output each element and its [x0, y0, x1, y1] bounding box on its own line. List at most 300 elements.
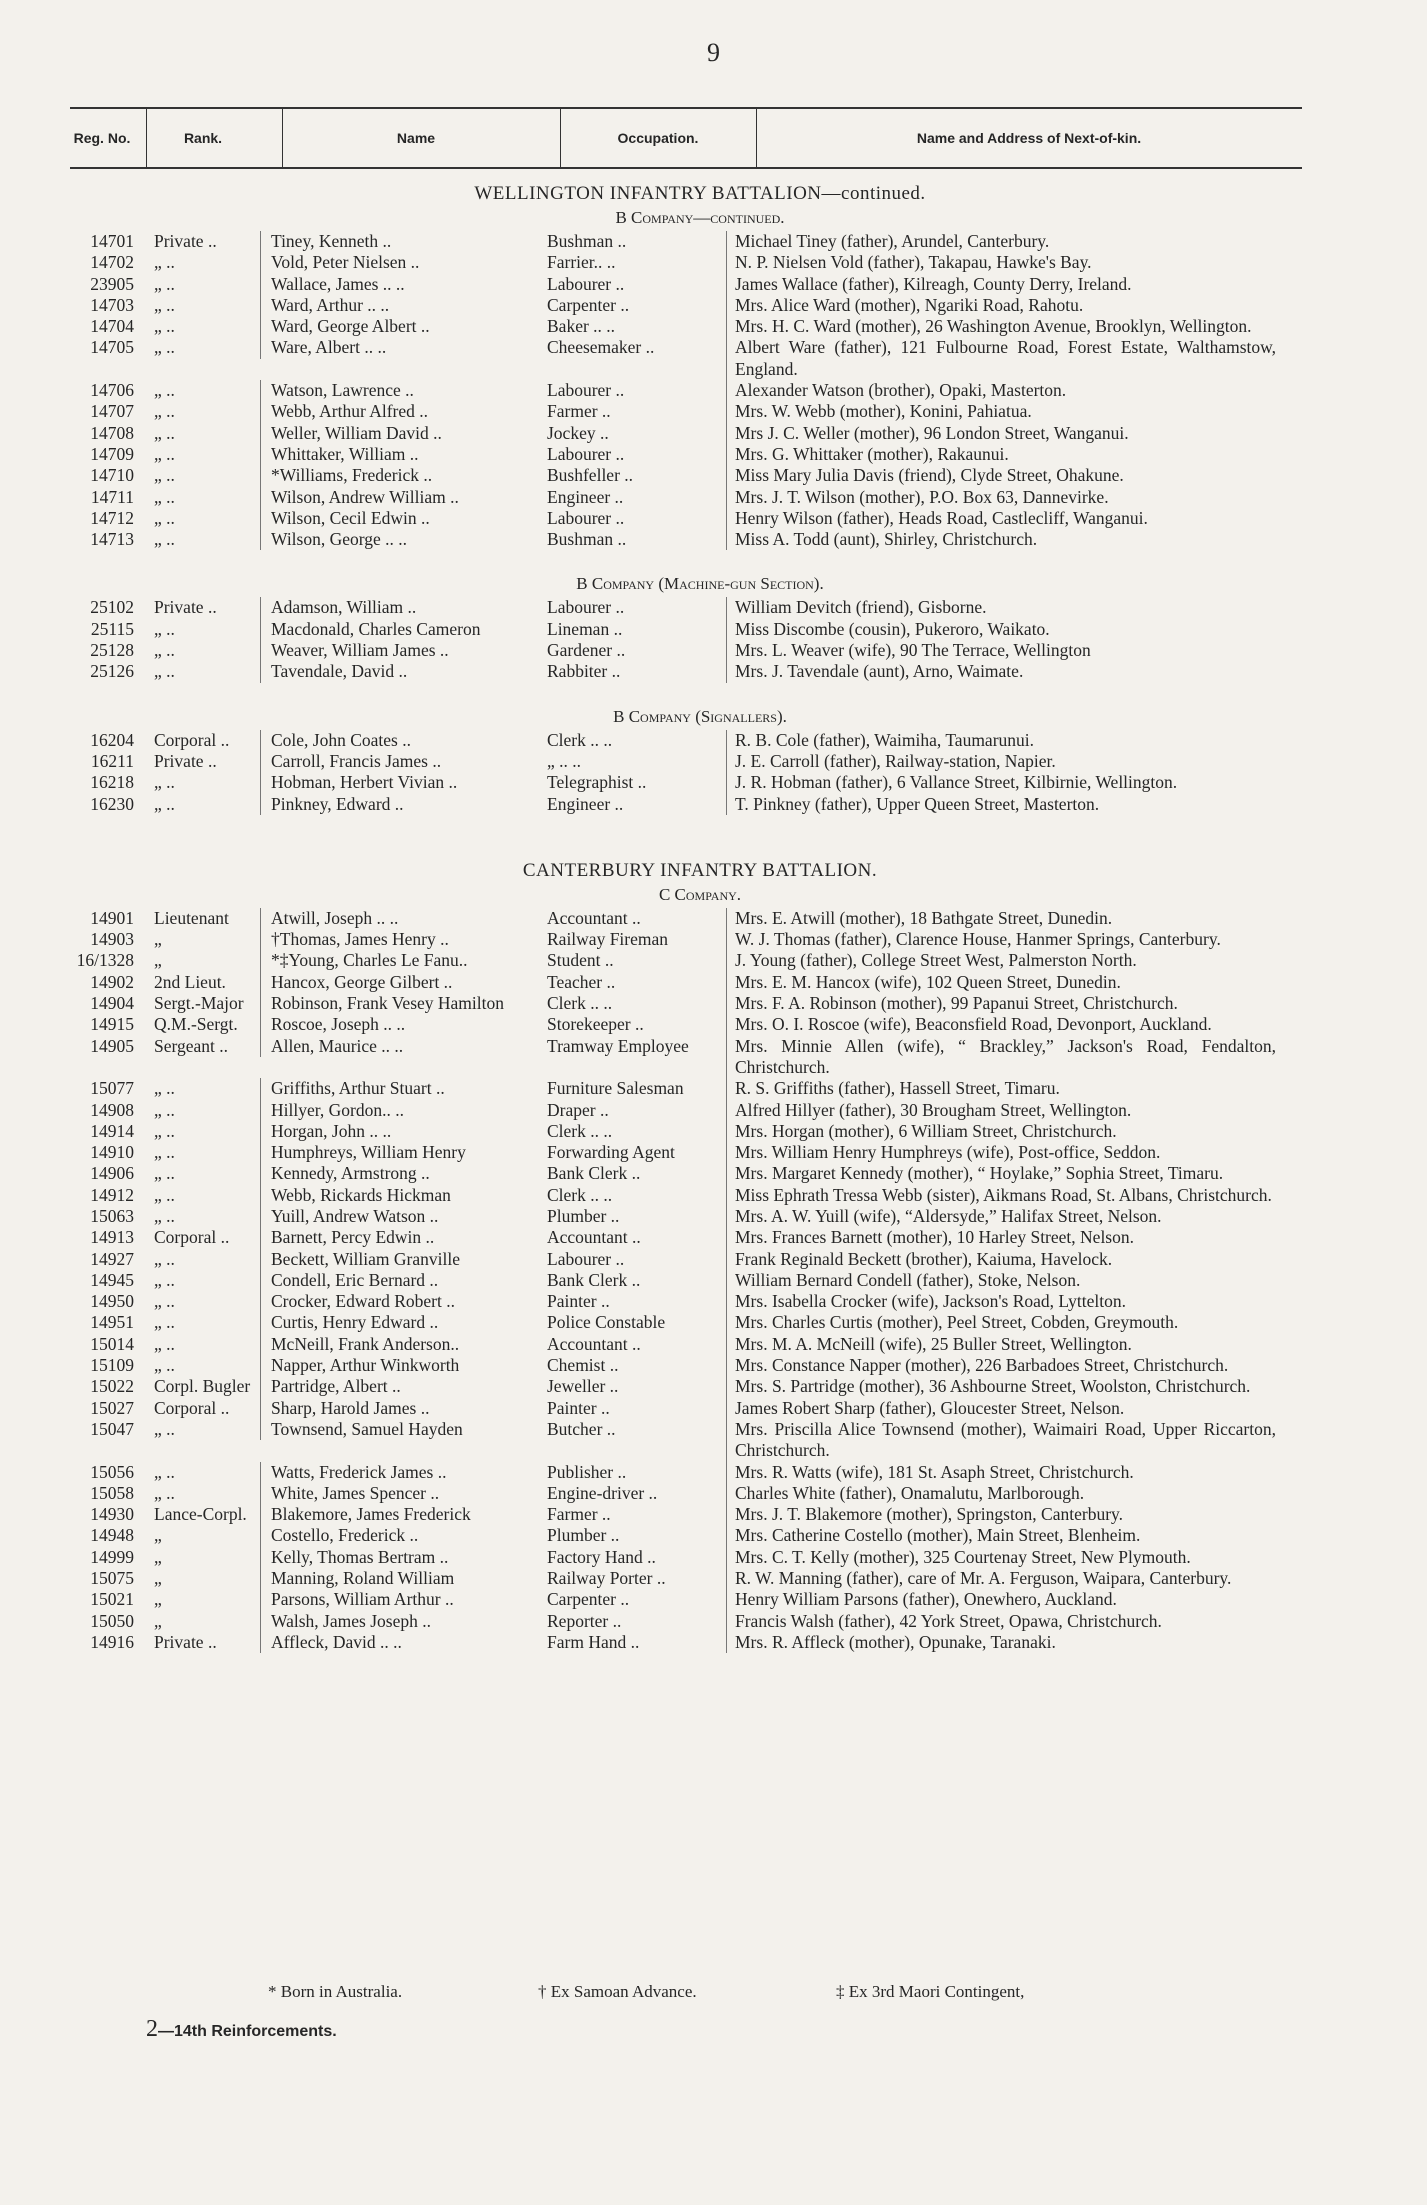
- cell-occupation: Lineman ..: [547, 618, 623, 639]
- table-row: [70, 444, 1330, 465]
- cell-next-of-kin: Miss Mary Julia Davis (friend), Clyde Street, Ohakune.: [726, 465, 1296, 486]
- cell-reg-no: 15058: [90, 1482, 134, 1503]
- cell-name: Webb, Rickards Hickman: [260, 1185, 531, 1206]
- cell-rank: Lance-Corpl.: [154, 1504, 247, 1525]
- cell-name: Adamson, William ..: [260, 597, 531, 618]
- table-row: [70, 1632, 1330, 1653]
- cell-next-of-kin: Mrs. J. T. Wilson (mother), P.O. Box 63, Dannevirke.: [726, 487, 1296, 508]
- cell-reg-no: 15014: [90, 1333, 134, 1354]
- cell-next-of-kin: Mrs. H. C. Ward (mother), 26 Washington Avenue, Brooklyn, Wellington.: [726, 316, 1296, 337]
- cell-name: White, James Spencer ..: [260, 1483, 531, 1504]
- cell-name: Ware, Albert .. ..: [260, 337, 531, 358]
- cell-reg-no: 23905: [90, 273, 134, 294]
- cell-occupation: Publisher ..: [547, 1461, 627, 1482]
- cell-rank: „ ..: [154, 337, 175, 358]
- cell-name: †Thomas, James Henry ..: [260, 929, 531, 950]
- cell-reg-no: 14713: [90, 529, 134, 550]
- cell-occupation: Reporter ..: [547, 1610, 622, 1631]
- cell-occupation: Farmer ..: [547, 1504, 611, 1525]
- cell-occupation: Accountant ..: [547, 1227, 641, 1248]
- cell-name: Atwill, Joseph .. ..: [260, 908, 531, 929]
- cell-name: Wallace, James .. ..: [260, 274, 531, 295]
- cell-reg-no: 14707: [90, 401, 134, 422]
- cell-name: Sharp, Harold James ..: [260, 1398, 531, 1419]
- reinforcements-label: —14th Reinforcements.: [158, 2023, 337, 2040]
- cell-rank: „ ..: [154, 1291, 175, 1312]
- header-name: Name: [396, 130, 436, 146]
- cell-rank: „: [154, 1546, 162, 1567]
- cell-name: Hancox, George Gilbert ..: [260, 972, 531, 993]
- cell-occupation: Draper ..: [547, 1099, 609, 1120]
- b-company-mg-label: B Company (Machine-gun Section).: [576, 574, 824, 594]
- cell-next-of-kin: Miss Ephrath Tressa Webb (sister), Aikmans Road, St. Albans, Christchurch.: [726, 1185, 1296, 1206]
- cell-rank: Private ..: [154, 1631, 217, 1652]
- cell-next-of-kin: R. W. Manning (father), care of Mr. A. Ferguson, Waipara, Canterbury.: [726, 1568, 1296, 1589]
- cell-reg-no: 25102: [90, 597, 134, 618]
- cell-occupation: Clerk .. ..: [547, 1120, 613, 1141]
- cell-reg-no: 14711: [90, 486, 134, 507]
- cell-occupation: Plumber ..: [547, 1525, 620, 1546]
- table-row: [70, 529, 1330, 550]
- cell-next-of-kin: Mrs. E. Atwill (mother), 18 Bathgate Street, Dunedin.: [726, 908, 1296, 929]
- cell-occupation: Teacher ..: [547, 971, 616, 992]
- cell-next-of-kin: Miss A. Todd (aunt), Shirley, Christchurch.: [726, 529, 1296, 550]
- cell-rank: Private ..: [154, 750, 217, 771]
- cell-rank: „: [154, 1610, 162, 1631]
- b-company-mg-rows: [70, 597, 1330, 682]
- cell-name: Robinson, Frank Vesey Hamilton: [260, 993, 531, 1014]
- cell-reg-no: 14712: [90, 507, 134, 528]
- cell-occupation: Carpenter ..: [547, 294, 630, 315]
- cell-next-of-kin: Mrs. Priscilla Alice Townsend (mother), Waimairi Road, Upper Riccarton, Christchurch.: [726, 1419, 1296, 1462]
- cell-rank: „ ..: [154, 529, 175, 550]
- table-row: [70, 1483, 1330, 1504]
- cell-name: McNeill, Frank Anderson..: [260, 1334, 531, 1355]
- cell-name: Condell, Eric Bernard ..: [260, 1270, 531, 1291]
- cell-name: Affleck, David .. ..: [260, 1632, 531, 1653]
- cell-rank: Corporal ..: [154, 1397, 230, 1418]
- table-row: [70, 993, 1330, 1014]
- b-company-heading: [70, 207, 1330, 229]
- cell-next-of-kin: Frank Reginald Beckett (brother), Kaiuma, Havelock.: [726, 1249, 1296, 1270]
- cell-reg-no: 14901: [90, 907, 134, 928]
- cell-reg-no: 15077: [90, 1078, 134, 1099]
- cell-reg-no: 14999: [90, 1546, 134, 1567]
- cell-reg-no: 15047: [90, 1418, 134, 1439]
- cell-occupation: Labourer ..: [547, 380, 625, 401]
- cell-reg-no: 14908: [90, 1099, 134, 1120]
- cell-occupation: Labourer ..: [547, 1248, 625, 1269]
- cell-name: Carroll, Francis James ..: [260, 751, 531, 772]
- cell-next-of-kin: R. S. Griffiths (father), Hassell Street, Timaru.: [726, 1078, 1296, 1099]
- table-row: [70, 1206, 1330, 1227]
- table-row: [70, 1525, 1330, 1546]
- table-row: [70, 1462, 1330, 1483]
- cell-occupation: Plumber ..: [547, 1205, 620, 1226]
- cell-name: Roscoe, Joseph .. ..: [260, 1014, 531, 1035]
- cell-next-of-kin: Mrs. O. I. Roscoe (wife), Beaconsfield Road, Devonport, Auckland.: [726, 1014, 1296, 1035]
- cell-reg-no: 16218: [90, 772, 134, 793]
- cell-next-of-kin: Mrs. Isabella Crocker (wife), Jackson's Road, Lyttelton.: [726, 1291, 1296, 1312]
- cell-next-of-kin: Mrs. F. A. Robinson (mother), 99 Papanui Street, Christchurch.: [726, 993, 1296, 1014]
- table-row: [70, 487, 1330, 508]
- cell-next-of-kin: Mrs. Catherine Costello (mother), Main Street, Blenheim.: [726, 1525, 1296, 1546]
- table-row: [70, 1355, 1330, 1376]
- cell-next-of-kin: Charles White (father), Onamalutu, Marlborough.: [726, 1483, 1296, 1504]
- cell-next-of-kin: N. P. Nielsen Vold (father), Takapau, Hawke's Bay.: [726, 252, 1296, 273]
- c-company-heading: [70, 884, 1330, 906]
- cell-name: Manning, Roland William: [260, 1568, 531, 1589]
- cell-rank: „ ..: [154, 1120, 175, 1141]
- table-row: [70, 1419, 1330, 1462]
- table-row: [70, 1142, 1330, 1163]
- cell-next-of-kin: Mrs. William Henry Humphreys (wife), Post-office, Seddon.: [726, 1142, 1296, 1163]
- cell-reg-no: 14912: [90, 1184, 134, 1205]
- header-occupation: Occupation.: [617, 130, 699, 146]
- cell-rank: Private ..: [154, 231, 217, 251]
- cell-occupation: Labourer ..: [547, 597, 625, 618]
- cell-occupation: „ .. ..: [547, 750, 582, 771]
- cell-occupation: Clerk .. ..: [547, 1184, 613, 1205]
- cell-reg-no: 14915: [90, 1014, 134, 1035]
- cell-reg-no: 14916: [90, 1631, 134, 1652]
- cell-occupation: Rabbiter ..: [547, 661, 621, 682]
- cell-occupation: Gardener ..: [547, 640, 626, 661]
- cell-name: Crocker, Edward Robert ..: [260, 1291, 531, 1312]
- cell-next-of-kin: J. E. Carroll (father), Railway-station, Napier.: [726, 751, 1296, 772]
- cell-rank: „ ..: [154, 316, 175, 337]
- cell-name: Tiney, Kenneth ..: [260, 231, 531, 252]
- cell-rank: „ ..: [154, 1418, 175, 1439]
- cell-occupation: Farrier.. ..: [547, 252, 616, 273]
- table-row: [70, 274, 1330, 295]
- roll-content: [70, 172, 1330, 1653]
- cell-rank: Lieutenant: [154, 907, 229, 928]
- table-row: [70, 423, 1330, 444]
- cell-occupation: Furniture Salesman: [547, 1078, 684, 1099]
- cell-rank: „ ..: [154, 1078, 175, 1099]
- footnote-ex-maori: ‡ Ex 3rd Maori Contingent,: [836, 1982, 1025, 2001]
- table-row: [70, 401, 1330, 422]
- cell-reg-no: 14914: [90, 1120, 134, 1141]
- cell-next-of-kin: R. B. Cole (father), Waimiha, Taumarunui.: [726, 730, 1296, 751]
- cell-name: Watson, Lawrence ..: [260, 380, 531, 401]
- reinforcements-footer: [146, 2016, 337, 2043]
- cell-rank: „ ..: [154, 1163, 175, 1184]
- cell-occupation: Labourer ..: [547, 507, 625, 528]
- table-row: [70, 972, 1330, 993]
- table-row: [70, 1036, 1330, 1079]
- table-row: [70, 1312, 1330, 1333]
- cell-occupation: Chemist ..: [547, 1355, 619, 1376]
- footnote-ex-samoan: † Ex Samoan Advance.: [538, 1982, 697, 2001]
- table-row: [70, 1291, 1330, 1312]
- cell-rank: „ ..: [154, 507, 175, 528]
- table-row: [70, 316, 1330, 337]
- cell-name: Beckett, William Granville: [260, 1249, 531, 1270]
- cell-name: Ward, George Albert ..: [260, 316, 531, 337]
- cell-rank: „ ..: [154, 380, 175, 401]
- cell-reg-no: 16204: [90, 729, 134, 750]
- table-row: [70, 1376, 1330, 1397]
- cell-occupation: Farmer ..: [547, 401, 611, 422]
- cell-name: Partridge, Albert ..: [260, 1376, 531, 1397]
- cell-occupation: Tramway Employee: [547, 1035, 689, 1056]
- cell-next-of-kin: Mrs. M. A. McNeill (wife), 25 Buller Street, Wellington.: [726, 1334, 1296, 1355]
- cell-reg-no: 14948: [90, 1525, 134, 1546]
- cell-reg-no: 14904: [90, 993, 134, 1014]
- cell-name: *‡Young, Charles Le Fanu..: [260, 950, 531, 971]
- cell-occupation: Bank Clerk ..: [547, 1269, 641, 1290]
- cell-rank: „: [154, 929, 162, 950]
- cell-reg-no: 15022: [90, 1376, 134, 1397]
- cell-occupation: Bushman ..: [547, 529, 627, 550]
- cell-next-of-kin: Mrs. L. Weaver (wife), 90 The Terrace, Wellington: [726, 640, 1296, 661]
- cell-rank: Sergt.-Major: [154, 993, 244, 1014]
- cell-rank: „ ..: [154, 640, 175, 661]
- cell-rank: „ ..: [154, 273, 175, 294]
- cell-occupation: Labourer ..: [547, 443, 625, 464]
- cell-reg-no: 14903: [90, 929, 134, 950]
- cell-reg-no: 25115: [90, 618, 134, 639]
- cell-next-of-kin: Mrs. J. Tavendale (aunt), Arno, Waimate.: [726, 661, 1296, 682]
- cell-occupation: Engineer ..: [547, 486, 624, 507]
- cell-rank: „ ..: [154, 1184, 175, 1205]
- cell-next-of-kin: Albert Ware (father), 121 Fulbourne Road, Forest Estate, Walthamstow, England.: [726, 337, 1296, 380]
- cell-rank: Corporal ..: [154, 1227, 230, 1248]
- cell-rank: „ ..: [154, 1205, 175, 1226]
- spacer: [70, 815, 1330, 849]
- cell-occupation: Painter ..: [547, 1291, 610, 1312]
- cell-name: Wilson, Cecil Edwin ..: [260, 508, 531, 529]
- table-row: [70, 1249, 1330, 1270]
- cell-name: Walsh, James Joseph ..: [260, 1611, 531, 1632]
- cell-occupation: Railway Porter ..: [547, 1568, 666, 1589]
- cell-rank: „ ..: [154, 793, 175, 814]
- cell-rank: „ ..: [154, 1312, 175, 1333]
- cell-name: Townsend, Samuel Hayden: [260, 1419, 531, 1440]
- cell-occupation: Railway Fireman: [547, 929, 669, 950]
- cell-name: Humphreys, William Henry: [260, 1142, 531, 1163]
- cell-occupation: Carpenter ..: [547, 1589, 630, 1610]
- cell-name: Webb, Arthur Alfred ..: [260, 401, 531, 422]
- cell-occupation: Engine-driver ..: [547, 1482, 658, 1503]
- cell-name: Barnett, Percy Edwin ..: [260, 1227, 531, 1248]
- cell-rank: Corporal ..: [154, 729, 230, 750]
- cell-name: Hobman, Herbert Vivian ..: [260, 772, 531, 793]
- wellington-battalion-heading: WELLINGTON INFANTRY BATTALION—continued.: [474, 183, 926, 204]
- table-row: [70, 1078, 1330, 1099]
- cell-next-of-kin: Mrs. J. T. Blakemore (mother), Springston, Canterbury.: [726, 1504, 1296, 1525]
- b-company-rows: [70, 231, 1330, 550]
- cell-name: Vold, Peter Nielsen ..: [260, 252, 531, 273]
- cell-occupation: Factory Hand ..: [547, 1546, 656, 1567]
- cell-occupation: Butcher ..: [547, 1418, 616, 1439]
- cell-occupation: Clerk .. ..: [547, 729, 613, 750]
- cell-reg-no: 14905: [90, 1035, 134, 1056]
- cell-reg-no: 14951: [90, 1312, 134, 1333]
- table-row: [70, 619, 1330, 640]
- b-company-label: B Company—continued.: [615, 208, 785, 227]
- cell-next-of-kin: Mrs. Margaret Kennedy (mother), “ Hoylake,” Sophia Street, Timaru.: [726, 1163, 1296, 1184]
- cell-occupation: Police Constable: [547, 1312, 666, 1333]
- cell-rank: „ ..: [154, 1248, 175, 1269]
- cell-name: Tavendale, David ..: [260, 661, 531, 682]
- table-row: [70, 1270, 1330, 1291]
- cell-occupation: Jockey ..: [547, 422, 609, 443]
- cell-occupation: Clerk .. ..: [547, 993, 613, 1014]
- table-row: [70, 640, 1330, 661]
- cell-name: Hillyer, Gordon.. ..: [260, 1100, 531, 1121]
- cell-name: Watts, Frederick James ..: [260, 1462, 531, 1483]
- cell-reg-no: 25128: [90, 640, 134, 661]
- table-row: [70, 950, 1330, 971]
- cell-name: Wilson, George .. ..: [260, 529, 531, 550]
- cell-name: Whittaker, William ..: [260, 444, 531, 465]
- cell-rank: „ ..: [154, 401, 175, 422]
- b-company-mg-heading: [70, 573, 1330, 595]
- cell-reg-no: 14708: [90, 422, 134, 443]
- cell-next-of-kin: W. J. Thomas (father), Clarence House, Hanmer Springs, Canterbury.: [726, 929, 1296, 950]
- cell-next-of-kin: William Devitch (friend), Gisborne.: [726, 597, 1296, 618]
- cell-next-of-kin: Mrs J. C. Weller (mother), 96 London Street, Wanganui.: [726, 423, 1296, 444]
- cell-next-of-kin: Mrs. R. Watts (wife), 181 St. Asaph Street, Christchurch.: [726, 1462, 1296, 1483]
- cell-next-of-kin: Henry Wilson (father), Heads Road, Castlecliff, Wanganui.: [726, 508, 1296, 529]
- cell-next-of-kin: Miss Discombe (cousin), Pukeroro, Waikato.: [726, 619, 1296, 640]
- cell-next-of-kin: William Bernard Condell (father), Stoke, Nelson.: [726, 1270, 1296, 1291]
- cell-name: Griffiths, Arthur Stuart ..: [260, 1078, 531, 1099]
- table-row: [70, 772, 1330, 793]
- cell-name: Weaver, William James ..: [260, 640, 531, 661]
- cell-name: *Williams, Frederick ..: [260, 465, 531, 486]
- cell-next-of-kin: J. R. Hobman (father), 6 Vallance Street, Kilbirnie, Wellington.: [726, 772, 1296, 793]
- cell-occupation: Student ..: [547, 950, 614, 971]
- cell-name: Wilson, Andrew William ..: [260, 487, 531, 508]
- cell-next-of-kin: Mrs. E. M. Hancox (wife), 102 Queen Street, Dunedin.: [726, 972, 1296, 993]
- cell-name: Pinkney, Edward ..: [260, 794, 531, 815]
- cell-occupation: Forwarding Agent: [547, 1142, 675, 1163]
- table-row: [70, 1121, 1330, 1142]
- cell-occupation: Jeweller ..: [547, 1376, 619, 1397]
- cell-next-of-kin: Mrs. Constance Napper (mother), 226 Barbadoes Street, Christchurch.: [726, 1355, 1296, 1376]
- cell-next-of-kin: Mrs. Horgan (mother), 6 William Street, Christchurch.: [726, 1121, 1296, 1142]
- cell-reg-no: 15027: [90, 1397, 134, 1418]
- cell-rank: „ ..: [154, 1482, 175, 1503]
- table-row: [70, 929, 1330, 950]
- cell-reg-no: 15050: [90, 1610, 134, 1631]
- table-row: [70, 908, 1330, 929]
- canterbury-battalion-heading: CANTERBURY INFANTRY BATTALION.: [522, 859, 878, 881]
- cell-occupation: Farm Hand ..: [547, 1631, 640, 1652]
- cell-reg-no: 16/1328: [76, 950, 134, 971]
- cell-rank: „ ..: [154, 1269, 175, 1290]
- header-reg-no: Reg. No.: [73, 130, 131, 146]
- cell-next-of-kin: Mrs. C. T. Kelly (mother), 325 Courtenay Street, New Plymouth.: [726, 1547, 1296, 1568]
- cell-name: Curtis, Henry Edward ..: [260, 1312, 531, 1333]
- cell-rank: „: [154, 1525, 162, 1546]
- table-row: [70, 1398, 1330, 1419]
- cell-reg-no: 15063: [90, 1205, 134, 1226]
- cell-rank: „ ..: [154, 1333, 175, 1354]
- table-row: [70, 252, 1330, 273]
- page-number: 9: [707, 38, 720, 67]
- cell-rank: Private ..: [154, 597, 217, 618]
- cell-next-of-kin: Mrs. Minnie Allen (wife), “ Brackley,” Jackson's Road, Fendalton, Christchurch.: [726, 1036, 1296, 1079]
- table-row: [70, 751, 1330, 772]
- cell-name: Ward, Arthur .. ..: [260, 295, 531, 316]
- cell-reg-no: 14706: [90, 380, 134, 401]
- cell-occupation: Bushfeller ..: [547, 465, 634, 486]
- cell-next-of-kin: Michael Tiney (father), Arundel, Canterbury.: [726, 231, 1296, 252]
- cell-rank: „ ..: [154, 1142, 175, 1163]
- cell-reg-no: 14703: [90, 294, 134, 315]
- cell-rank: „: [154, 1568, 162, 1589]
- table-row: [70, 1589, 1330, 1610]
- cell-reg-no: 14913: [90, 1227, 134, 1248]
- cell-name: Allen, Maurice .. ..: [260, 1036, 531, 1057]
- table-row: [70, 508, 1330, 529]
- cell-name: Parsons, William Arthur ..: [260, 1589, 531, 1610]
- table-row: [70, 380, 1330, 401]
- cell-occupation: Baker .. ..: [547, 316, 616, 337]
- cell-occupation: Storekeeper ..: [547, 1014, 644, 1035]
- cell-occupation: Accountant ..: [547, 907, 641, 928]
- cell-reg-no: 15109: [90, 1355, 134, 1376]
- cell-next-of-kin: Mrs. W. Webb (mother), Konini, Pahiatua.: [726, 401, 1296, 422]
- cell-occupation: Bushman ..: [547, 231, 627, 251]
- cell-reg-no: 15056: [90, 1461, 134, 1482]
- cell-next-of-kin: Mrs. S. Partridge (mother), 36 Ashbourne Street, Woolston, Christchurch.: [726, 1376, 1296, 1397]
- cell-rank: „ ..: [154, 294, 175, 315]
- cell-reg-no: 14950: [90, 1291, 134, 1312]
- b-company-signallers-rows: [70, 730, 1330, 815]
- cell-next-of-kin: T. Pinkney (father), Upper Queen Street, Masterton.: [726, 794, 1296, 815]
- cell-reg-no: 14701: [90, 231, 134, 251]
- cell-name: Kennedy, Armstrong ..: [260, 1163, 531, 1184]
- cell-rank: 2nd Lieut.: [154, 971, 226, 992]
- cell-next-of-kin: Alfred Hillyer (father), 30 Brougham Street, Wellington.: [726, 1100, 1296, 1121]
- cell-reg-no: 14927: [90, 1248, 134, 1269]
- table-row: [70, 231, 1330, 252]
- cell-occupation: Telegraphist ..: [547, 772, 647, 793]
- table-row: [70, 1185, 1330, 1206]
- table-row: [70, 661, 1330, 682]
- cell-name: Kelly, Thomas Bertram ..: [260, 1547, 531, 1568]
- table-row: [70, 465, 1330, 486]
- cell-rank: Q.M.-Sergt.: [154, 1014, 238, 1035]
- cell-reg-no: 14902: [90, 971, 134, 992]
- c-company-rows: [70, 908, 1330, 1653]
- cell-occupation: Painter ..: [547, 1397, 610, 1418]
- cell-occupation: Engineer ..: [547, 793, 624, 814]
- cell-reg-no: 14704: [90, 316, 134, 337]
- table-row: [70, 730, 1330, 751]
- cell-reg-no: 14709: [90, 443, 134, 464]
- table-row: [70, 1014, 1330, 1035]
- footnote-born-australia: * Born in Australia.: [268, 1982, 403, 2001]
- cell-rank: Sergeant ..: [154, 1035, 229, 1056]
- cell-reg-no: 14906: [90, 1163, 134, 1184]
- cell-reg-no: 25126: [90, 661, 134, 682]
- cell-name: Weller, William David ..: [260, 423, 531, 444]
- table-row: [70, 1227, 1330, 1248]
- cell-reg-no: 14702: [90, 252, 134, 273]
- cell-rank: „: [154, 1589, 162, 1610]
- spacer: [70, 683, 1330, 705]
- cell-name: Blakemore, James Frederick: [260, 1504, 531, 1525]
- cell-occupation: Accountant ..: [547, 1333, 641, 1354]
- cell-rank: „ ..: [154, 1355, 175, 1376]
